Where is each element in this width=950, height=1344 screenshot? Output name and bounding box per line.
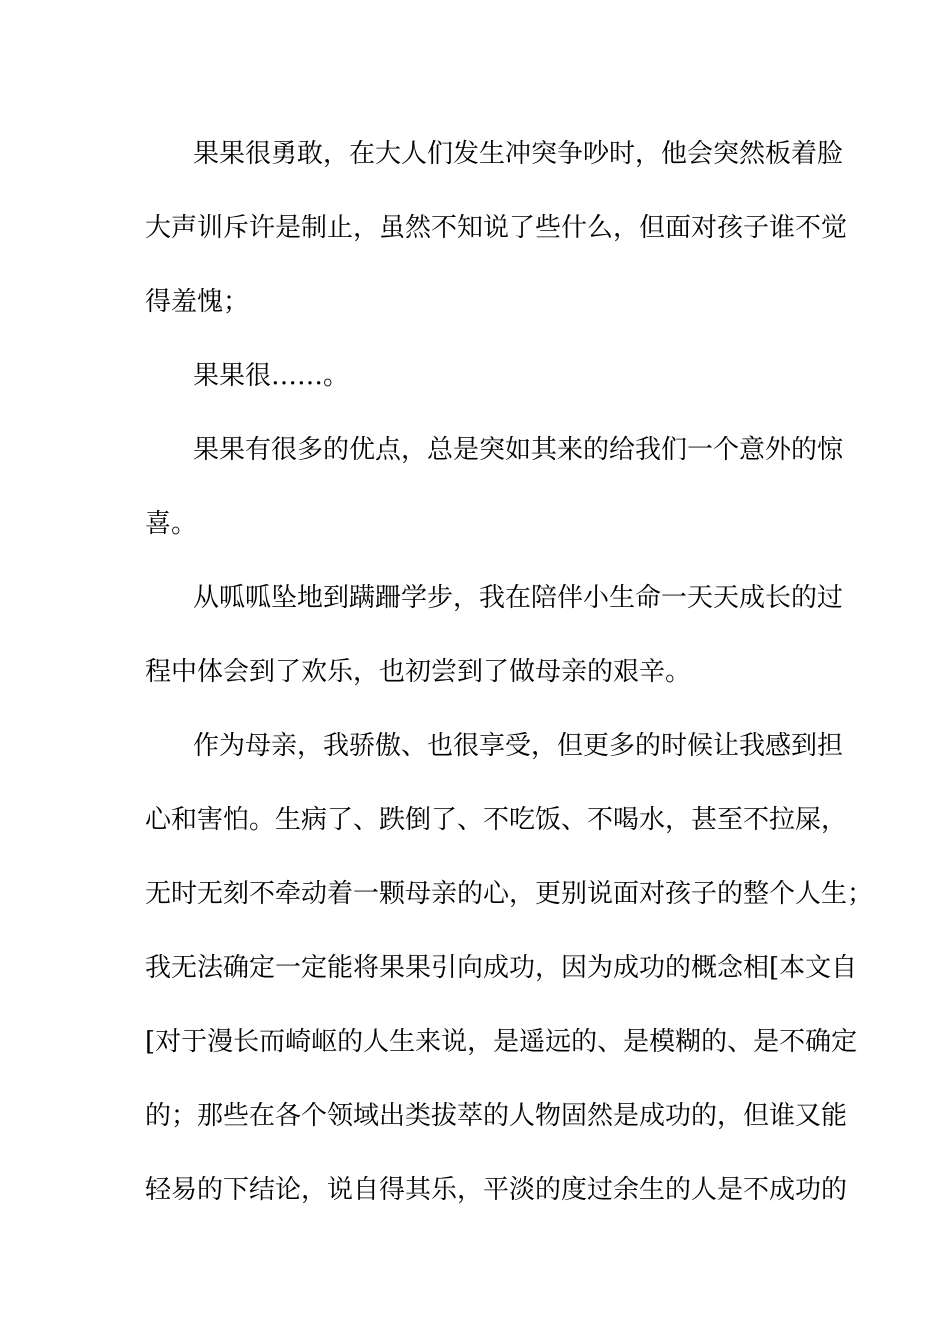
text-line: 我无法确定一定能将果果引向成功，因为成功的概念相[本文自 [145, 953, 858, 983]
text-line: 果果有很多的优点，总是突如其来的给我们一个意外的惊 [193, 435, 844, 465]
text-line: 轻易的下结论，说自得其乐，平淡的度过余生的人是不成功的 [145, 1175, 848, 1205]
text-line: 的；那些在各个领域出类拔萃的人物固然是成功的，但谁又能 [145, 1101, 848, 1131]
text-line: 作为母亲，我骄傲、也很享受，但更多的时候让我感到担 [193, 731, 844, 761]
text-line: [对于漫长而崎岖的人生来说，是遥远的、是模糊的、是不确定 [145, 1027, 858, 1057]
text-line: 得羞愧； [145, 287, 250, 317]
text-line: 程中体会到了欢乐，也初尝到了做母亲的艰辛。 [145, 657, 692, 687]
text-line: 心和害怕。生病了、跌倒了、不吃饭、不喝水，甚至不拉屎， [145, 805, 848, 835]
text-line: 无时无刻不牵动着一颗母亲的心，更别说面对孩子的整个人生； [145, 879, 874, 909]
text-line: 从呱呱坠地到蹒跚学步，我在陪伴小生命一天天成长的过 [193, 583, 844, 613]
text-line: 果果很……。 [193, 361, 350, 391]
text-line: 果果很勇敢，在大人们发生冲突争吵时，他会突然板着脸 [193, 139, 844, 169]
text-line: 大声训斥许是制止，虽然不知说了些什么，但面对孩子谁不觉 [145, 213, 848, 243]
text-line: 喜。 [145, 509, 198, 539]
